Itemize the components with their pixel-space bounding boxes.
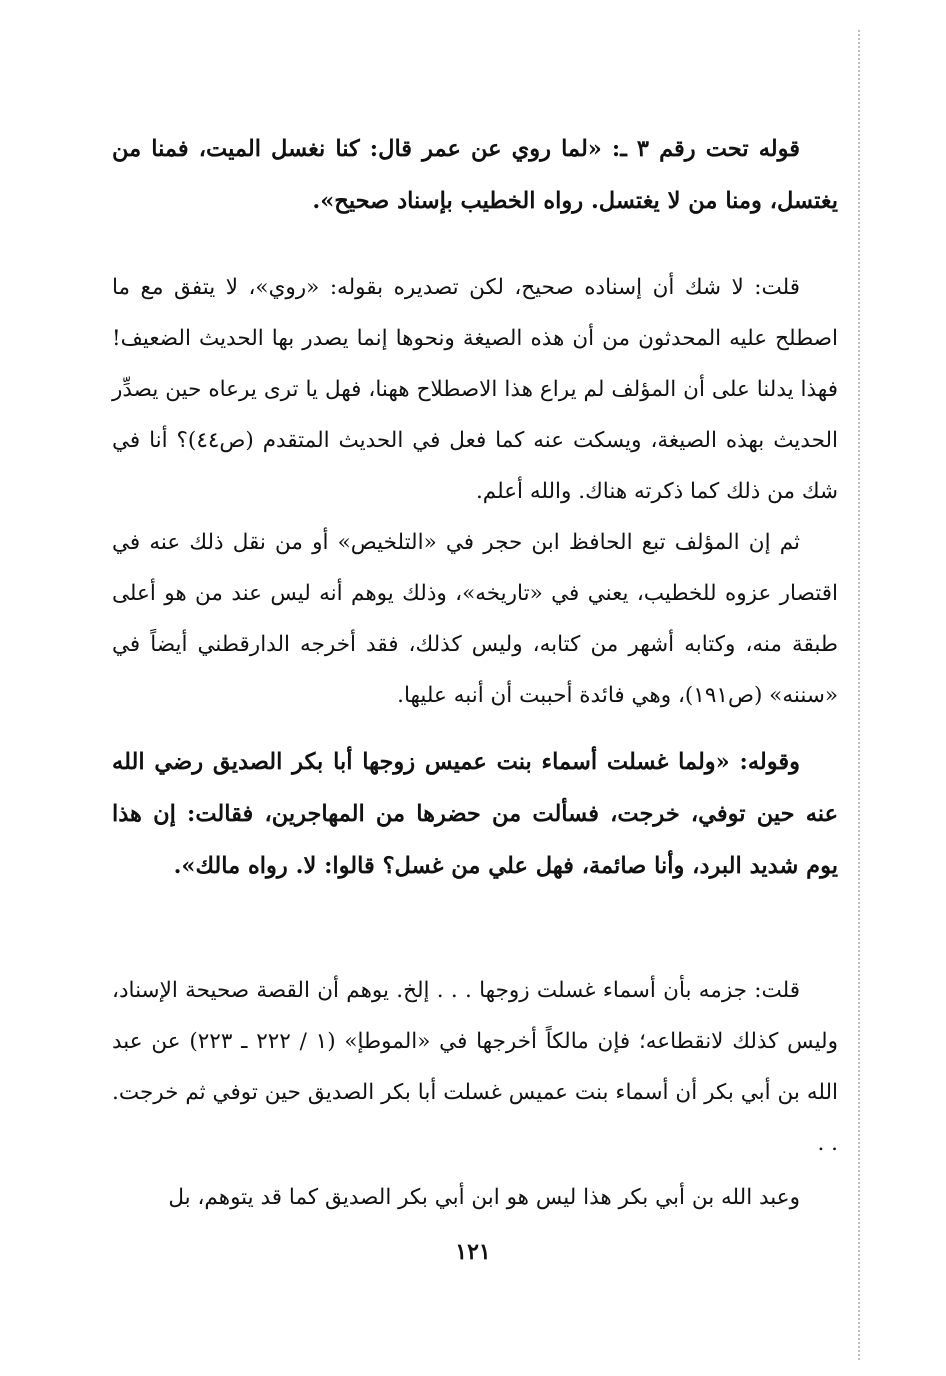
paragraph-comment-abdullah: وعبد الله بن أبي بكر هذا ليس هو ابن أبي بكر الصديق كما قد يتوهم، بل: [168, 1185, 800, 1210]
paragraph-comment-inqita: قلت: جزمه بأن أسماء غسلت زوجها . . . إلخ. يوهم أن القصة صحيحة الإسناد، وليس كذلك لانقطاعه؛ فإن مالكاً أخرجها في «الموطإ» (١ / ٢٢٢ ـ ٢٢٣) عن عبد الله بن أبي بكر أن أسماء بنت عميس غسلت أبا بكر الصديق حين توفي ثم خرجت. . .: [112, 978, 838, 1156]
paragraph-quote-asma: وقوله: «ولما غسلت أسماء بنت عميس زوجها أبا بكر الصديق رضي الله عنه حين توفي، خرجت، فسألت من حضرها من المهاجرين، فقالت: إن هذا يوم شديد البرد، وأنا صائمة، فهل علي من غسل؟ قالوا: لا. رواه مالك».: [112, 749, 838, 879]
page-number: ١٢١: [455, 1239, 491, 1265]
margin-dotted-rule: [858, 30, 860, 1360]
paragraph-quote-omar: قوله تحت رقم ٣ ـ: «لما روي عن عمر قال: كنا نغسل الميت، فمنا من يغتسل، ومنا من لا يغتسل. رواه الخطيب بإسناد صحيح».: [112, 136, 838, 214]
paragraph-comment-isnad: قلت: لا شك أن إسناده صحيح، لكن تصديره بقوله: «روي»، لا يتفق مع ما اصطلح عليه المحدثون من أن هذه الصيغة ونحوها إنما يصدر بها الحديث الضعيف! فهذا يدلنا على أن المؤلف لم يراع هذا الاصطلاح ههنا، فهل يا ترى يرعاه حين يصدِّر الحديث بهذه الصيغة، ويسكت عنه كما فعل في الحديث المتقدم (ص٤٤)؟ أنا في شك من ذلك كما ذكرته هناك. والله أعلم.: [112, 275, 838, 504]
paragraph-comment-takhrij: ثم إن المؤلف تبع الحافظ ابن حجر في «التلخيص» أو من نقل ذلك عنه في اقتصار عزوه للخطيب، يعني في «تاريخه»، وذلك يوهم أنه ليس عند من هو أعلى طبقة منه، وكتابه أشهر من كتابه، وليس كذلك، فقد أخرجه الدارقطني أيضاً في «سننه» (ص١٩١)، وهي فائدة أحببت أن أنبه عليها.: [112, 530, 838, 708]
